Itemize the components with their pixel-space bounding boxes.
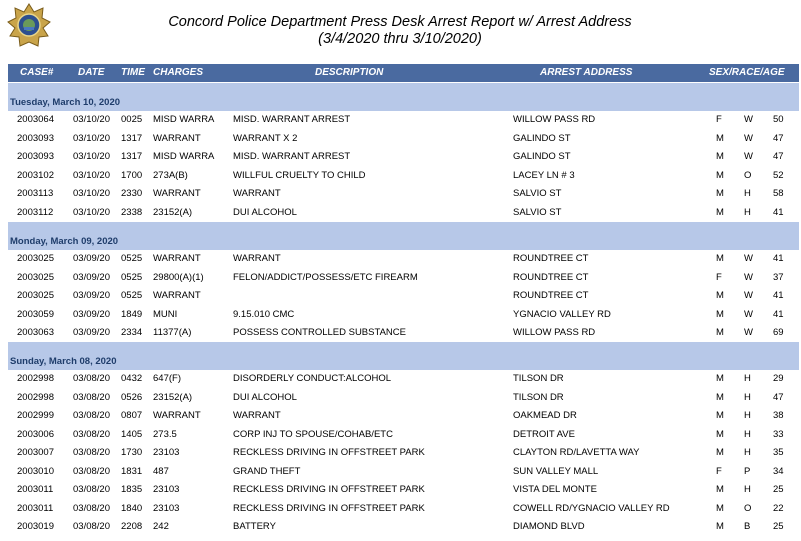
- arrest-date: 03/08/20: [73, 465, 110, 477]
- charge-code: 23152(A): [153, 206, 193, 218]
- sex: M: [716, 484, 724, 495]
- charge-code: WARRANT: [153, 132, 201, 144]
- arrest-date: 03/10/20: [73, 188, 110, 199]
- arrest-date: 03/10/20: [73, 114, 110, 125]
- arrest-time: 0807: [121, 410, 143, 421]
- arrest-time: 0525: [121, 253, 143, 264]
- table-row: [0, 250, 801, 268]
- arrest-time: 1730: [121, 447, 143, 458]
- arrest-time: 2330: [121, 188, 143, 199]
- sex: M: [716, 188, 724, 199]
- charge-code: 23103: [153, 484, 180, 495]
- table-row: [0, 463, 801, 481]
- arrest-date: 03/10/20: [73, 151, 110, 162]
- sex: M: [716, 290, 724, 301]
- charge-code: 23103: [153, 502, 180, 514]
- case-number: 2003011: [17, 484, 54, 495]
- arrest-address: SALVIO ST: [513, 188, 562, 199]
- age: 37: [773, 271, 784, 283]
- table-row: [0, 444, 801, 462]
- charge-description: 9.15.010 CMC: [233, 308, 295, 320]
- sex: M: [716, 132, 724, 144]
- charge-description: POSSESS CONTROLLED SUBSTANCE: [233, 327, 406, 338]
- charge-code: 23103: [153, 447, 180, 458]
- arrest-time: 1317: [121, 132, 143, 144]
- arrest-date: 03/08/20: [73, 447, 110, 458]
- table-row: [0, 167, 801, 185]
- arrest-time: 0525: [121, 290, 143, 301]
- race: W: [744, 327, 753, 338]
- case-number: 2003093: [17, 132, 54, 144]
- date-group-label: Sunday, March 08, 2020: [10, 356, 117, 367]
- arrest-address: DIAMOND BLVD: [513, 521, 585, 532]
- age: 41: [773, 253, 784, 264]
- report-date-range: (3/4/2020 thru 3/10/2020): [318, 31, 482, 47]
- age: 22: [773, 502, 784, 514]
- arrest-address: TILSON DR: [513, 373, 564, 384]
- sex: M: [716, 206, 724, 218]
- table-row: [0, 370, 801, 388]
- arrest-date: 03/10/20: [73, 132, 110, 144]
- race: W: [744, 290, 753, 301]
- charge-description: MISD. WARRANT ARREST: [233, 151, 351, 162]
- table-row: [0, 148, 801, 166]
- arrest-date: 03/08/20: [73, 428, 110, 440]
- charge-description: DISORDERLY CONDUCT:ALCOHOL: [233, 373, 392, 384]
- race: H: [744, 391, 751, 403]
- case-number: 2003093: [17, 151, 54, 162]
- age: 33: [773, 428, 784, 440]
- sex: F: [716, 271, 722, 283]
- col-case: CASE#: [20, 67, 54, 78]
- col-charges: CHARGES: [153, 67, 204, 78]
- sex: M: [716, 391, 724, 403]
- age: 29: [773, 373, 784, 384]
- table-row: [0, 407, 801, 425]
- charge-code: MUNI: [153, 308, 178, 320]
- charge-code: MISD WARRA: [153, 151, 215, 162]
- race: W: [744, 114, 753, 125]
- arrest-date: 03/09/20: [73, 253, 110, 264]
- arrest-address: WILLOW PASS RD: [513, 114, 596, 125]
- arrest-address: OAKMEAD DR: [513, 410, 577, 421]
- arrest-date: 03/10/20: [73, 206, 110, 218]
- sex: M: [716, 308, 724, 320]
- arrest-time: 2208: [121, 521, 143, 532]
- charge-code: WARRANT: [153, 410, 201, 421]
- sex: M: [716, 373, 724, 384]
- table-row: [0, 389, 801, 407]
- arrest-date: 03/08/20: [73, 410, 110, 421]
- arrest-date: 03/09/20: [73, 271, 110, 283]
- charge-code: 11377(A): [153, 327, 192, 338]
- charge-description: MISD. WARRANT ARREST: [233, 114, 351, 125]
- charge-description: DUI ALCOHOL: [233, 391, 297, 403]
- charge-description: RECKLESS DRIVING IN OFFSTREET PARK: [233, 447, 425, 458]
- arrest-time: 1700: [121, 169, 143, 181]
- charge-code: WARRANT: [153, 188, 201, 199]
- charge-description: RECKLESS DRIVING IN OFFSTREET PARK: [233, 502, 425, 514]
- column-header-bar: [8, 64, 799, 82]
- age: 41: [773, 308, 784, 320]
- arrest-address: ROUNDTREE CT: [513, 253, 589, 264]
- col-date: DATE: [78, 67, 105, 78]
- arrest-time: 1840: [121, 502, 143, 514]
- arrest-time: 2334: [121, 327, 143, 338]
- race: H: [744, 447, 751, 458]
- arrest-date: 03/08/20: [73, 521, 110, 532]
- race: H: [744, 206, 751, 218]
- charge-code: 487: [153, 465, 169, 477]
- charge-code: 23152(A): [153, 391, 193, 403]
- case-number: 2002999: [17, 410, 54, 421]
- case-number: 2003007: [17, 447, 54, 458]
- arrest-date: 03/09/20: [73, 290, 110, 301]
- arrest-address: YGNACIO VALLEY RD: [513, 308, 611, 320]
- arrest-time: 0525: [121, 271, 143, 283]
- charge-code: 273.5: [153, 428, 177, 440]
- charge-code: 273A(B): [153, 169, 188, 181]
- date-group-bar: [8, 222, 799, 250]
- charge-code: WARRANT: [153, 253, 201, 264]
- arrest-time: 1849: [121, 308, 143, 320]
- arrest-time: 0025: [121, 114, 143, 125]
- arrest-date: 03/08/20: [73, 502, 110, 514]
- arrest-time: 1835: [121, 484, 143, 495]
- case-number: 2003025: [17, 290, 54, 301]
- race: H: [744, 373, 751, 384]
- race: W: [744, 132, 753, 144]
- age: 69: [773, 327, 784, 338]
- case-number: 2002998: [17, 373, 54, 384]
- table-row: [0, 426, 801, 444]
- age: 52: [773, 169, 784, 181]
- race: W: [744, 151, 753, 162]
- case-number: 2003112: [17, 206, 54, 218]
- race: O: [744, 502, 752, 514]
- charge-code: WARRANT: [153, 290, 201, 301]
- arrest-address: ROUNDTREE CT: [513, 271, 589, 283]
- arrest-address: CLAYTON RD/LAVETTA WAY: [513, 447, 640, 458]
- report-title: Concord Police Department Press Desk Arrest Report w/ Arrest Address: [168, 14, 632, 30]
- age: 25: [773, 484, 784, 495]
- age: 47: [773, 391, 784, 403]
- arrest-date: 03/10/20: [73, 169, 110, 181]
- arrest-address: GALINDO ST: [513, 132, 571, 144]
- charge-description: WARRANT: [233, 253, 281, 264]
- col-arrest-address: ARREST ADDRESS: [540, 67, 633, 78]
- race: B: [744, 521, 751, 532]
- case-number: 2003102: [17, 169, 54, 181]
- table-row: [0, 185, 801, 203]
- arrest-address: COWELL RD/YGNACIO VALLEY RD: [513, 502, 670, 514]
- table-row: [0, 306, 801, 324]
- sex: M: [716, 253, 724, 264]
- arrest-address: ROUNDTREE CT: [513, 290, 589, 301]
- table-row: [0, 287, 801, 305]
- table-row: [0, 269, 801, 287]
- charge-description: WARRANT: [233, 410, 281, 421]
- case-number: 2003059: [17, 308, 54, 320]
- age: 58: [773, 188, 784, 199]
- age: 34: [773, 465, 784, 477]
- date-group-bar: [8, 83, 799, 111]
- table-row: [0, 111, 801, 129]
- table-row: [0, 130, 801, 148]
- charge-description: CORP INJ TO SPOUSE/COHAB/ETC: [233, 428, 393, 440]
- arrest-address: DETROIT AVE: [513, 428, 575, 440]
- case-number: 2003025: [17, 271, 54, 283]
- col-sex-race-age: SEX/RACE/AGE: [709, 67, 785, 78]
- arrest-address: TILSON DR: [513, 391, 564, 403]
- arrest-date: 03/08/20: [73, 391, 110, 403]
- arrest-address: SALVIO ST: [513, 206, 562, 218]
- age: 35: [773, 447, 784, 458]
- sex: M: [716, 502, 724, 514]
- arrest-address: SUN VALLEY MALL: [513, 465, 599, 477]
- race: H: [744, 484, 751, 495]
- date-group-label: Tuesday, March 10, 2020: [10, 97, 121, 108]
- race: O: [744, 169, 752, 181]
- charge-description: GRAND THEFT: [233, 465, 301, 477]
- case-number: 2003011: [17, 502, 54, 514]
- sex: F: [716, 465, 722, 477]
- sex: M: [716, 169, 724, 181]
- charge-description: DUI ALCOHOL: [233, 206, 297, 218]
- arrest-address: WILLOW PASS RD: [513, 327, 596, 338]
- arrest-time: 2338: [121, 206, 143, 218]
- sex: M: [716, 428, 724, 440]
- sex: F: [716, 114, 722, 125]
- col-time: TIME: [121, 67, 145, 78]
- arrest-date: 03/09/20: [73, 308, 110, 320]
- race: H: [744, 428, 751, 440]
- race: W: [744, 253, 753, 264]
- table-row: [0, 481, 801, 499]
- age: 25: [773, 521, 784, 532]
- age: 50: [773, 114, 784, 125]
- charge-code: 242: [153, 521, 169, 532]
- case-number: 2003025: [17, 253, 54, 264]
- date-group-label: Monday, March 09, 2020: [10, 236, 119, 247]
- case-number: 2003113: [17, 188, 54, 199]
- charge-code: 29800(A)(1): [153, 271, 204, 283]
- charge-code: 647(F): [153, 373, 181, 384]
- age: 47: [773, 151, 784, 162]
- arrest-time: 1317: [121, 151, 143, 162]
- race: H: [744, 188, 751, 199]
- case-number: 2003019: [17, 521, 54, 532]
- arrest-date: 03/08/20: [73, 373, 110, 384]
- sex: M: [716, 410, 724, 421]
- arrest-date: 03/08/20: [73, 484, 110, 495]
- case-number: 2003006: [17, 428, 54, 440]
- arrest-address: VISTA DEL MONTE: [513, 484, 597, 495]
- race: H: [744, 410, 751, 421]
- date-group-bar: [8, 342, 799, 370]
- sex: M: [716, 151, 724, 162]
- charge-description: WILLFUL CRUELTY TO CHILD: [233, 169, 366, 181]
- arrest-address: LACEY LN # 3: [513, 169, 575, 181]
- race: W: [744, 271, 753, 283]
- charge-description: BATTERY: [233, 521, 276, 532]
- age: 47: [773, 132, 784, 144]
- charge-description: RECKLESS DRIVING IN OFFSTREET PARK: [233, 484, 425, 495]
- arrest-date: 03/09/20: [73, 327, 110, 338]
- arrest-time: 1405: [121, 428, 143, 440]
- arrest-time: 0526: [121, 391, 143, 403]
- sex: M: [716, 327, 724, 338]
- table-row: [0, 204, 801, 222]
- age: 38: [773, 410, 784, 421]
- age: 41: [773, 206, 784, 218]
- arrest-address: GALINDO ST: [513, 151, 571, 162]
- race: P: [744, 465, 751, 477]
- sex: M: [716, 521, 724, 532]
- table-row: [0, 324, 801, 342]
- arrest-time: 1831: [121, 465, 143, 477]
- case-number: 2002998: [17, 391, 54, 403]
- col-description: DESCRIPTION: [315, 67, 384, 78]
- charge-code: MISD WARRA: [153, 114, 215, 125]
- arrest-time: 0432: [121, 373, 143, 384]
- charge-description: WARRANT X 2: [233, 132, 298, 144]
- charge-description: WARRANT: [233, 188, 281, 199]
- table-row: [0, 518, 801, 536]
- case-number: 2003010: [17, 465, 54, 477]
- charge-description: FELON/ADDICT/POSSESS/ETC FIREARM: [233, 271, 418, 283]
- case-number: 2003064: [17, 114, 54, 125]
- case-number: 2003063: [17, 327, 54, 338]
- race: W: [744, 308, 753, 320]
- age: 41: [773, 290, 784, 301]
- table-row: [0, 500, 801, 518]
- sex: M: [716, 447, 724, 458]
- police-badge-logo: [7, 3, 51, 49]
